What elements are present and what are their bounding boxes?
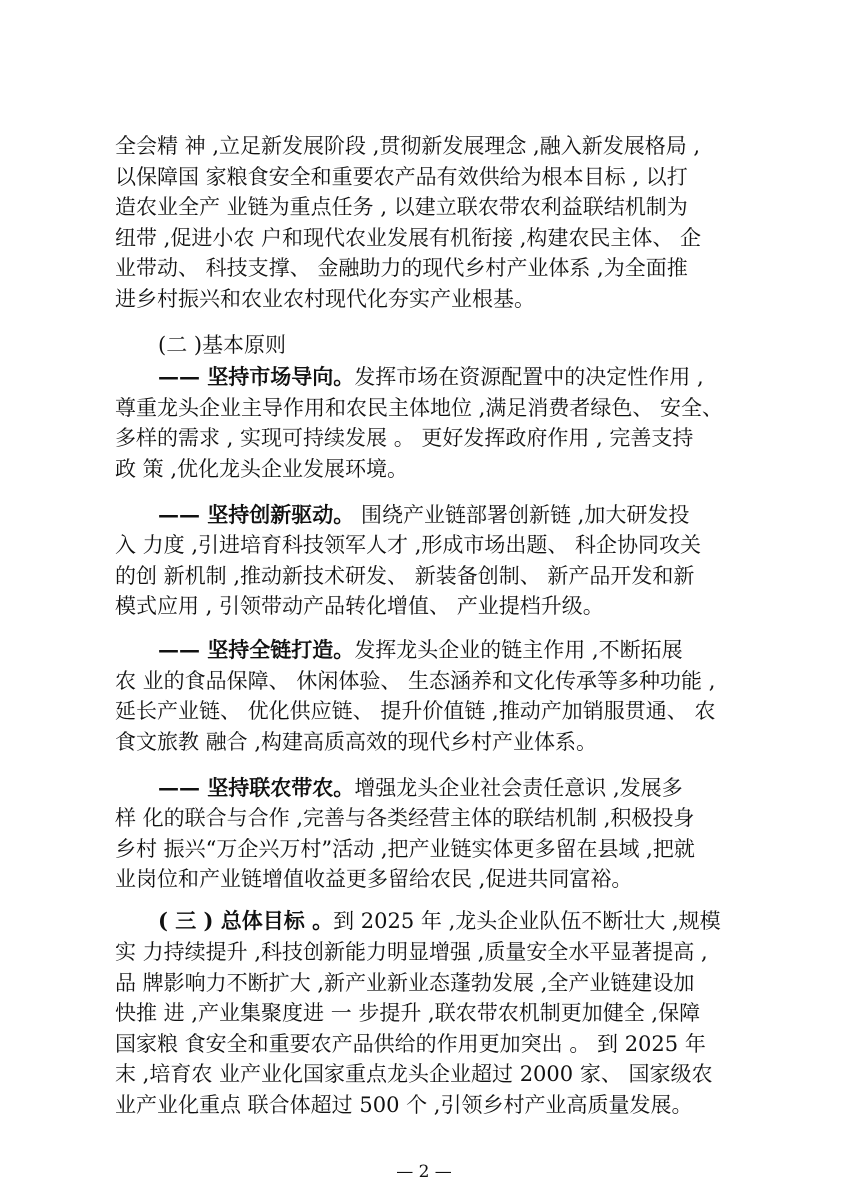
principle-text: 围绕产业链部署创新链 ,加大研发投 [354,502,690,527]
paragraph-line: 国家粮 食安全和重要农产品供给的作用更加突出 。 到 2025 年 [115,1031,706,1056]
principle-text: 增强龙头企业社会责任意识 ,发展多 [354,775,683,800]
principle-title-innovation: —— 坚持创新驱动。 [158,501,355,527]
paragraph-line: 业产业化重点 联合体超过 500 个 ,引领乡村产业高质量发展。 [115,1092,693,1117]
paragraph-line: 业带动、 科技支撑、 金融助力的现代乡村产业体系 ,为全面推 [115,256,688,281]
paragraph-line: 入 力度 ,引进培育科技领军人才 ,形成市场出题、 科企协同攻关 [115,533,702,558]
paragraph-line: 农 业的食品保障、 休闲体验、 生态涵养和文化传承等多种功能 , [115,668,716,693]
paragraph-line: 造农业全产 业链为重点任务 , 以建立联农带农利益联结机制为 [115,195,688,220]
section-text: 到 2025 年 ,龙头企业队伍不断壮大 ,规模 [333,909,721,934]
paragraph-line: 食文旅教 融合 ,构建高质高效的现代乡村产业体系。 [115,729,598,754]
principle-text: 发挥市场在资源配置中的决定性作用 , [354,365,704,390]
paragraph-line: 品 牌影响力不断扩大 ,新产业新业态蓬勃发展 ,全产业链建设加 [115,970,695,995]
page-number: — 2 — [396,1162,452,1182]
section-first-line [158,905,721,937]
paragraph-line: 纽带 ,促进小农 户和现代农业发展有机衔接 ,构建农民主体、 企 [115,225,702,250]
principle-text: 发挥龙头企业的链主作用 ,不断拓展 [354,638,683,663]
paragraph-line: 进乡村振兴和农业农村现代化夯实产业根基。 [115,286,535,311]
principle-title-full-chain: —— 坚持全链打造。 [158,637,355,663]
section-heading-overall-goal: ( 三 ) 总体目标 。 [158,908,334,934]
principle-first-line [158,634,683,666]
principle-first-line [158,499,689,531]
section-heading-basic-principles: (二 )基本原则 [158,332,287,357]
paragraph-line: 全会精 神 ,立足新发展阶段 ,贯彻新发展理念 ,融入新发展格局 , [115,134,701,158]
paragraph-line: 样 化的联合与合作 ,完善与各类经营主体的联结机制 ,积极投身 [115,806,695,831]
principle-first-line [158,361,704,393]
paragraph-line: 政 策 ,优化龙头企业发展环境。 [115,456,409,481]
principle-title-farmers: —— 坚持联农带农。 [158,774,355,800]
paragraph-line: 的创 新机制 ,推动新技术研发、 新装备创制、 新产品开发和新 [115,563,695,588]
principle-first-line [158,772,683,804]
paragraph-line: 多样的需求 , 实现可持续发展 。 更好发挥政府作用 , 完善支持 [115,426,694,451]
principle-title-market: —— 坚持市场导向。 [158,364,355,390]
paragraph-line: 业岗位和产业链增值收益更多留给农民 ,促进共同富裕。 [115,867,633,892]
paragraph-line: 以保障国 家粮食安全和重要农产品有效供给为根本目标 , 以打 [115,164,688,189]
paragraph-line: 尊重龙头企业主导作用和农民主体地位 ,满足消费者绿色、 安全、 [115,395,724,420]
paragraph-line: 实 力持续提升 ,科技创新能力明显增强 ,质量安全水平显著提高 , [115,940,708,965]
paragraph-line: 延长产业链、 优化供应链、 提升价值链 ,推动产加销服贯通、 农 [115,699,716,724]
paragraph-line: 模式应用 , 引领带动产品转化增值、 产业提档升级。 [115,594,604,619]
paragraph-line: 乡村 振兴“万企兴万村”活动 ,把产业链实体更多留在县域 ,把就 [115,836,695,861]
paragraph-line: 快推 进 ,产业集聚度进 一 步提升 ,联农带农机制更加健全 ,保障 [115,1001,701,1026]
paragraph-line: 末 ,培育农 业产业化国家重点龙头企业超过 2000 家、 国家级农 [115,1062,713,1087]
